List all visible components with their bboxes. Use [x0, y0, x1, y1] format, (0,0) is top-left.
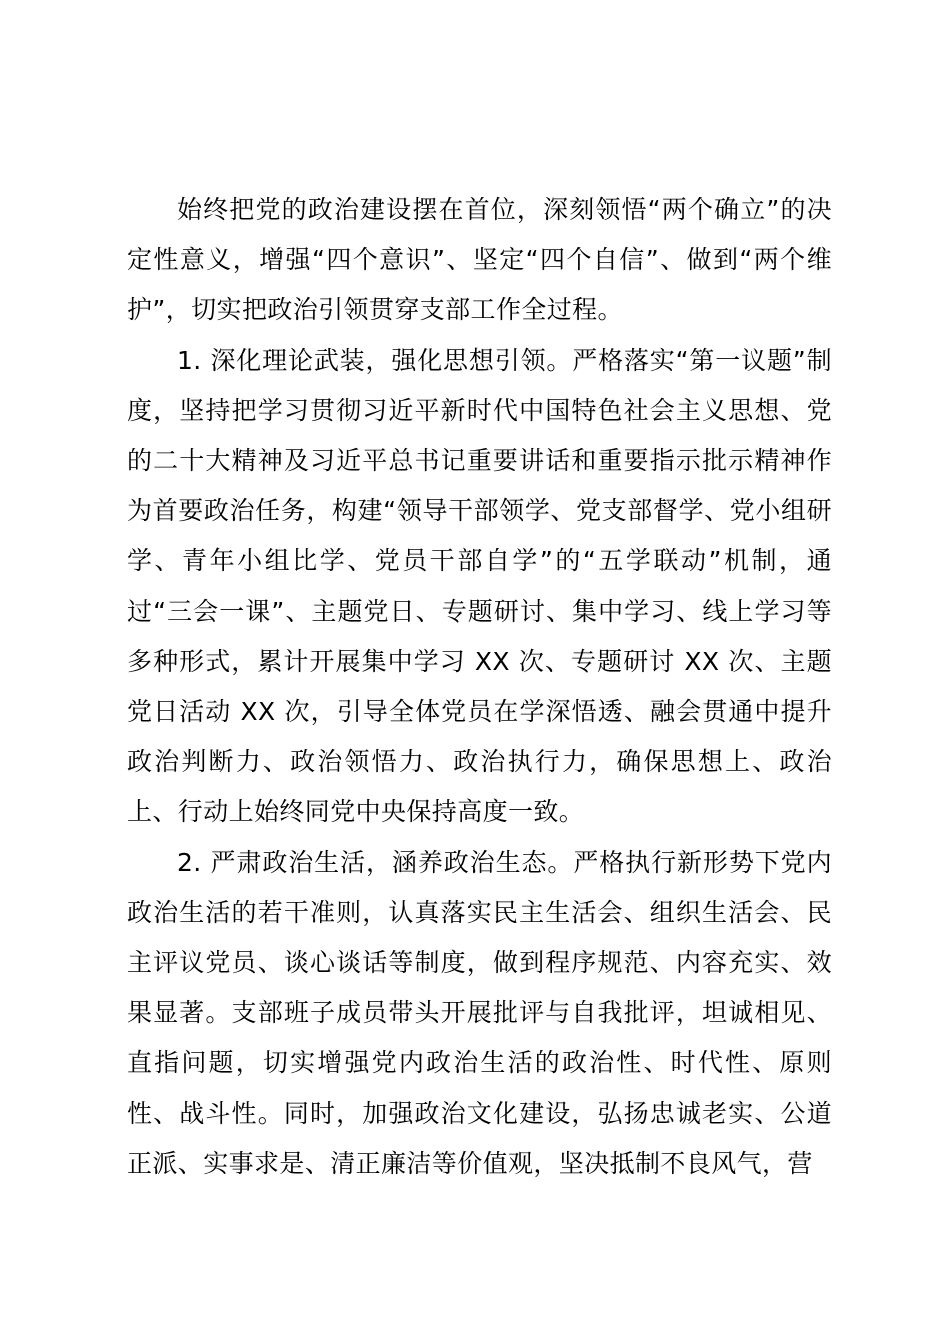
paragraph-political-life: 2. 严肃政治生活，涵养政治生态。严格执行新形势下党内政治生活的若干准则，认真落实民主生活会、组织生活会、民主评议党员、谈心谈话等制度，做到程序规范、内容充实、效果显著。支部班子成员带头开展批评与自我批评，坦诚相见、直指问题，切实增强党内政治生活的政治性、时代性、原则性、战斗性。同时，加强政治文化建设，弘扬忠诚老实、公道正派、实事求是、清正廉洁等价值观，坚决抵制不良风气，营	[127, 847, 832, 1178]
document-page	[127, 185, 832, 1189]
paragraph-intro: 始终把党的政治建设摆在首位，深刻领悟“两个确立”的决定性意义，增强“四个意识”、坚定“四个自信”、做到“两个维护”，切实把政治引领贯穿支部工作全过程。	[127, 195, 832, 325]
paragraph-theory-study: 1. 深化理论武装，强化思想引领。严格落实“第一议题”制度，坚持把学习贯彻习近平新时代中国特色社会主义思想、党的二十大精神及习近平总书记重要讲话和重要指示批示精神作为首要政治任务，构建“领导干部领学、党支部督学、党小组研学、青年小组比学、党员干部自学”的“五学联动”机制，通过“三会一课”、主题党日、专题研讨、集中学习、线上学习等多种形式，累计开展集中学习 XX 次、专题研讨 XX 次、主题党日活动 XX 次，引导全体党员在学深悟透、融会贯通中提升政治判断力、政治领悟力、政治执行力，确保思想上、政治上、行动上始终同党中央保持高度一致。	[127, 345, 832, 827]
